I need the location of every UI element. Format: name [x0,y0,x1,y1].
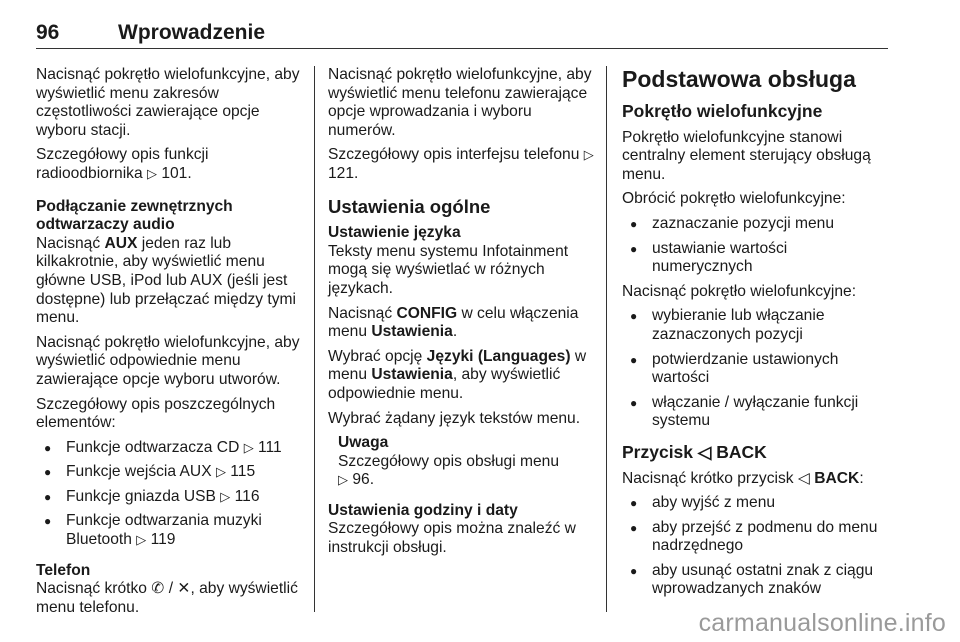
back-arrow-icon: ◁ [797,469,810,487]
column-2 [328,66,594,564]
paragraph: Nacisnąć pokrętło wielofunkcyjne, aby wyświetlić menu zakresów częstotliwości zawierające opcje wyboru stacji. [36,66,300,139]
page-ref-link[interactable]: 116 [234,487,260,505]
subheading: Ustawienia godziny i daty [328,501,518,519]
back-arrow-icon: ◁ [697,441,712,462]
list-item: ● Funkcje odtwarzania muzyki Bluetooth ▷ 119 [36,512,304,549]
page-ref-link[interactable]: 119 [150,531,176,549]
bullet-list [36,439,304,550]
page-ref-link[interactable]: 121. [328,164,359,182]
column-3 [622,66,890,605]
list-item: ● Funkcje odtwarzacza CD ▷ 111 [36,439,304,458]
subheading: Ustawienie języka [328,224,461,242]
bullet-list [622,494,890,599]
column-divider [606,66,607,612]
column-divider [314,66,315,612]
list-item: ● potwierdzanie ustawionych wartości [622,351,890,388]
page-number: 96 [36,21,60,44]
page-ref-link[interactable]: 96. [352,471,375,489]
paragraph: Nacisnąć AUX jeden raz lub kilkakrotnie, aby wyświetlić menu główne USB, iPod lub AUX (jeśli jest dostępne) lub przełączać między tymi menu. [36,234,297,327]
paragraph: Wybrać żądany język tekstów menu. [328,409,581,427]
paragraph: Wybrać opcję Języki (Languages) w menu Ustawienia, aby wyświetlić odpowiednie menu. [328,347,587,402]
paragraph: Szczegółowy opis funkcji radioodbiornika ▷ 101. [36,146,209,182]
list-item: ● aby wyjść z menu [622,494,890,513]
page-header [36,21,888,49]
paragraph: Nacisnąć krótko przycisk ◁ BACK: [622,469,864,487]
arrow-ref-icon: ▷ [146,165,157,181]
paragraph: Teksty menu systemu Infotainment mogą się wyświetlać w różnych językach. [328,242,569,297]
paragraph: Nacisnąć pokrętło wielofunkcyjne: [622,282,857,300]
list-item: ● wybieranie lub włączanie zaznaczonych pozycji [622,307,890,344]
page-title: Wprowadzenie [118,21,266,44]
arrow-ref-icon: ▷ [243,439,254,455]
paragraph: Nacisnąć krótko ✆ / ✕, aby wyświetlić menu telefonu. [36,580,298,616]
paragraph: Nacisnąć pokrętło wielofunkcyjne, aby wyświetlić odpowiednie menu zawierające opcje wyboru utworów. [36,333,300,388]
list-item: ● aby usunąć ostatni znak z ciągu wprowadzanych znaków [622,562,890,599]
section-heading: Przycisk ◁ BACK [622,441,767,462]
paragraph: Obrócić pokrętło wielofunkcyjne: [622,190,846,208]
note-text: Szczegółowy opis obsługi menu ▷ 96. [338,452,560,489]
phone-icon: ✆ [151,580,165,598]
note-box [328,434,594,490]
list-item: ● Funkcje gniazda USB ▷ 116 [36,488,304,507]
list-item: ● aby przejść z podmenu do menu nadrzędnego [622,519,890,556]
bullet-list [622,215,890,277]
paragraph: Szczegółowy opis interfejsu telefonu ▷ 121. [328,146,594,182]
arrow-ref-icon: ▷ [583,147,594,163]
arrow-ref-icon: ▷ [220,488,231,504]
arrow-ref-icon: ▷ [338,472,348,488]
note-heading: Uwaga [338,434,389,452]
arrow-ref-icon: ▷ [215,464,226,480]
paragraph: Nacisnąć CONFIG w celu włączenia menu Ustawienia. [328,304,579,341]
column-1 [36,66,304,623]
page-ref-link[interactable]: 101. [161,164,192,182]
page-ref-link[interactable]: 115 [230,463,256,481]
paragraph: Szczegółowy opis poszczególnych elementów: [36,395,276,432]
main-heading: Podstawowa obsługa [622,66,856,92]
list-item: ● ustawianie wartości numerycznych [622,240,890,277]
page-ref-link[interactable]: 111 [258,438,282,456]
phone-off-icon: ✕ [177,580,191,598]
paragraph: Nacisnąć pokrętło wielofunkcyjne, aby wyświetlić menu telefonu zawierające opcje wprowadzania i wyboru numerów. [328,66,592,139]
subheading: Telefon [36,561,91,579]
list-item: ● Funkcje wejścia AUX ▷ 115 [36,463,304,482]
section-heading: Ustawienia ogólne [328,195,491,217]
paragraph: Szczegółowy opis można znaleźć w instrukcji obsługi. [328,520,576,557]
bullet-list [622,307,890,431]
list-item: ● włączanie / wyłączanie funkcji systemu [622,394,890,431]
section-heading: Pokrętło wielofunkcyjne [622,101,823,121]
list-item: ● zaznaczanie pozycji menu [622,215,890,234]
watermark: carmanualsonline.info [698,609,946,637]
subheading: Podłączanie zewnętrznych odtwarzaczy audio [36,197,233,234]
arrow-ref-icon: ▷ [136,532,147,548]
paragraph: Pokrętło wielofunkcyjne stanowi centralny element sterujący obsługą menu. [622,128,871,183]
